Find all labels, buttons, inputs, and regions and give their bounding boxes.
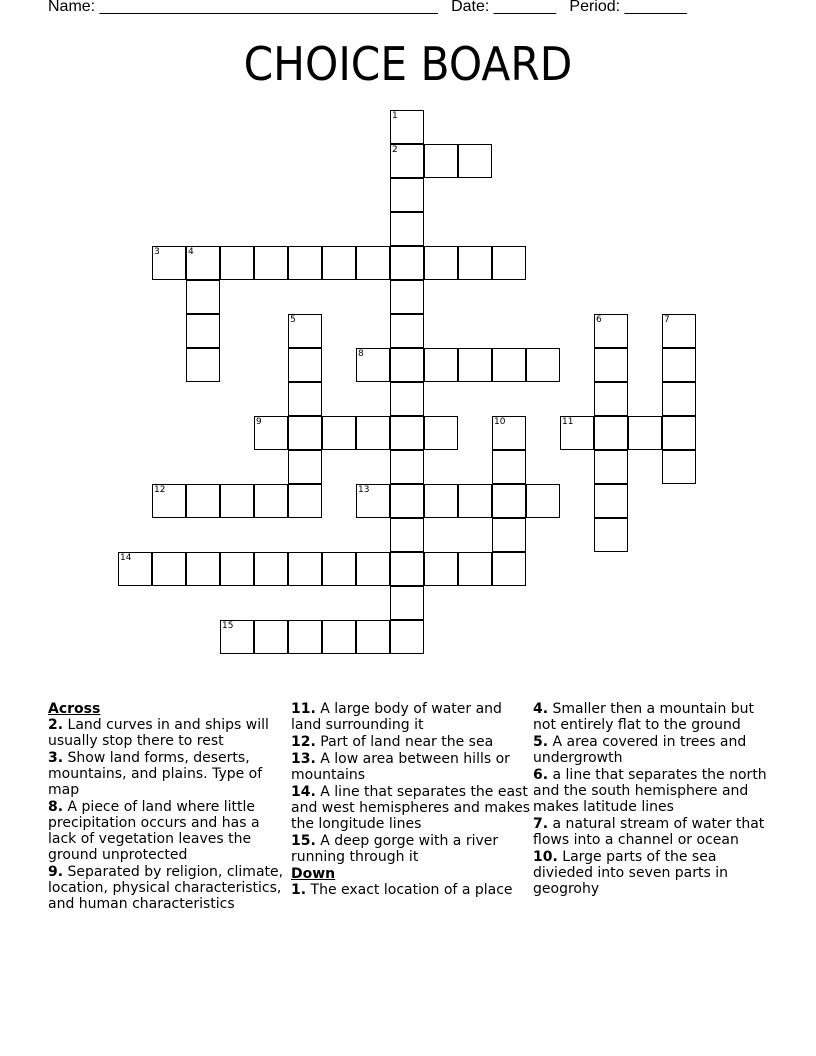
cell-number: 5 xyxy=(290,315,296,325)
clue-text: Show land forms, deserts, mountains, and plains. Type of map xyxy=(48,750,263,798)
grid-cell[interactable] xyxy=(288,314,322,348)
grid-cell[interactable] xyxy=(254,246,288,280)
grid-cell[interactable] xyxy=(594,382,628,416)
grid-cell[interactable] xyxy=(662,382,696,416)
cell-number: 3 xyxy=(154,247,160,257)
grid-cell[interactable] xyxy=(492,450,526,484)
clue-text: A low area between hills or mountains xyxy=(291,751,510,783)
page-title: CHOICE BOARD xyxy=(243,37,573,91)
clue-text: A piece of land where little precipitation occurs and has a lack of vegetation leaves the ground unprotected xyxy=(48,799,260,863)
date-label: Date: xyxy=(451,0,490,15)
cell-number: 2 xyxy=(392,145,398,155)
grid-cell[interactable] xyxy=(356,348,390,382)
grid-cell[interactable] xyxy=(458,246,492,280)
clue-text: The exact location of a place xyxy=(306,882,513,898)
clue-text: Part of land near the sea xyxy=(315,734,494,750)
grid-cell[interactable] xyxy=(322,552,356,586)
grid-cell[interactable] xyxy=(288,246,322,280)
grid-cell[interactable] xyxy=(390,518,424,552)
grid-cell[interactable] xyxy=(390,110,424,144)
clue-text: Large parts of the sea divieded into seven parts in geogrohy xyxy=(533,849,729,897)
grid-cell[interactable] xyxy=(424,484,458,518)
grid-cell[interactable] xyxy=(390,620,424,654)
grid-cell[interactable] xyxy=(390,484,424,518)
clue-text: a line that separates the north and the south hemisphere and makes latitude lines xyxy=(533,767,767,815)
grid-cell[interactable] xyxy=(492,246,526,280)
grid-cell[interactable] xyxy=(594,416,628,450)
cell-number: 7 xyxy=(664,315,670,325)
across-list-part1 xyxy=(48,717,288,912)
grid-cell[interactable] xyxy=(254,484,288,518)
clue-item xyxy=(291,751,531,783)
grid-cell[interactable] xyxy=(662,416,696,450)
grid-cell[interactable] xyxy=(322,620,356,654)
name-label: Name: xyxy=(48,0,96,15)
cell-number: 10 xyxy=(494,417,506,427)
clue-number: 4. xyxy=(533,701,549,717)
clue-number: 8. xyxy=(48,799,64,815)
clue-text: A large body of water and land surrounding it xyxy=(291,701,502,733)
grid-cell[interactable] xyxy=(254,416,288,450)
grid-cell[interactable] xyxy=(220,246,254,280)
clue-number: 2. xyxy=(48,717,64,733)
clue-number: 14. xyxy=(291,784,316,800)
date-blank[interactable]: _______ xyxy=(493,0,557,15)
cell-number: 8 xyxy=(358,349,364,359)
grid-cell[interactable] xyxy=(288,552,322,586)
down-list-part2 xyxy=(533,701,773,897)
clue-item xyxy=(48,799,288,863)
down-heading: Down xyxy=(291,866,336,882)
clue-number: 6. xyxy=(533,767,549,783)
period-blank[interactable]: _______ xyxy=(624,0,687,15)
grid-cell[interactable] xyxy=(390,280,424,314)
grid-cell[interactable] xyxy=(288,620,322,654)
grid-cell[interactable] xyxy=(322,246,356,280)
cell-number: 12 xyxy=(154,485,166,495)
grid-cell[interactable] xyxy=(220,620,254,654)
cell-number: 4 xyxy=(188,247,194,257)
cell-number: 6 xyxy=(596,315,602,325)
clue-item xyxy=(48,750,288,798)
cell-number: 11 xyxy=(562,417,574,427)
clue-item xyxy=(291,701,531,733)
grid-cell[interactable] xyxy=(186,246,220,280)
clues-column-1 xyxy=(48,701,288,913)
clue-number: 9. xyxy=(48,864,64,880)
grid-cell[interactable] xyxy=(628,416,662,450)
grid-cell[interactable] xyxy=(186,314,220,348)
cell-number: 1 xyxy=(392,111,398,121)
cell-number: 13 xyxy=(358,485,370,495)
clues-column-3 xyxy=(533,701,773,898)
clue-number: 12. xyxy=(291,734,316,750)
grid-cell[interactable] xyxy=(390,246,424,280)
clue-number: 13. xyxy=(291,751,316,767)
grid-cell[interactable] xyxy=(220,552,254,586)
clue-item xyxy=(533,849,773,897)
clue-item xyxy=(533,701,773,733)
grid-cell[interactable] xyxy=(322,416,356,450)
grid-cell[interactable] xyxy=(458,348,492,382)
clue-text: A line that separates the east and west hemispheres and makes the longitude lines xyxy=(291,784,531,832)
grid-cell[interactable] xyxy=(288,348,322,382)
grid-cell[interactable] xyxy=(458,484,492,518)
grid-cell[interactable] xyxy=(492,416,526,450)
grid-cell[interactable] xyxy=(526,484,560,518)
cell-number: 9 xyxy=(256,417,262,427)
grid-cell[interactable] xyxy=(424,416,458,450)
across-list-part2 xyxy=(291,701,531,865)
across-heading: Across xyxy=(48,701,101,717)
grid-cell[interactable] xyxy=(356,246,390,280)
grid-cell[interactable] xyxy=(390,212,424,246)
grid-cell[interactable] xyxy=(356,620,390,654)
grid-cell[interactable] xyxy=(458,144,492,178)
clue-item xyxy=(291,882,531,898)
grid-cell[interactable] xyxy=(492,518,526,552)
grid-cell[interactable] xyxy=(594,314,628,348)
grid-cell[interactable] xyxy=(390,382,424,416)
cell-number: 14 xyxy=(120,553,132,563)
clue-text: Smaller then a mountain but not entirely flat to the ground xyxy=(533,701,755,733)
name-blank[interactable]: ______________________________________ xyxy=(99,0,438,15)
grid-cell[interactable] xyxy=(492,552,526,586)
grid-cell[interactable] xyxy=(186,484,220,518)
grid-cell[interactable] xyxy=(152,246,186,280)
grid-cell[interactable] xyxy=(186,280,220,314)
grid-cell[interactable] xyxy=(424,246,458,280)
grid-cell[interactable] xyxy=(390,348,424,382)
grid-cell[interactable] xyxy=(118,552,152,586)
grid-cell[interactable] xyxy=(526,348,560,382)
grid-cell[interactable] xyxy=(220,484,254,518)
clues-column-2 xyxy=(291,701,531,899)
grid-cell[interactable] xyxy=(594,518,628,552)
grid-cell[interactable] xyxy=(152,484,186,518)
grid-cell[interactable] xyxy=(492,348,526,382)
clue-item xyxy=(533,734,773,766)
grid-cell[interactable] xyxy=(662,450,696,484)
grid-cell[interactable] xyxy=(390,314,424,348)
clue-number: 15. xyxy=(291,833,316,849)
grid-cell[interactable] xyxy=(254,620,288,654)
clue-number: 10. xyxy=(533,849,558,865)
clue-number: 1. xyxy=(291,882,307,898)
clue-text: a natural stream of water that flows into a channel or ocean xyxy=(533,816,765,848)
grid-cell[interactable] xyxy=(356,484,390,518)
clue-number: 7. xyxy=(533,816,549,832)
grid-cell[interactable] xyxy=(152,552,186,586)
clue-number: 3. xyxy=(48,750,64,766)
cell-number: 15 xyxy=(222,621,234,631)
period-label: Period: xyxy=(569,0,621,15)
grid-cell[interactable] xyxy=(254,552,288,586)
grid-cell[interactable] xyxy=(458,552,492,586)
grid-cell[interactable] xyxy=(390,450,424,484)
grid-cell[interactable] xyxy=(594,348,628,382)
down-list-part1 xyxy=(291,882,531,898)
grid-cell[interactable] xyxy=(288,382,322,416)
clue-text: A area covered in trees and undergrowth xyxy=(533,734,747,766)
clue-text: Separated by religion, climate, location, physical characteristics, and human characteristics xyxy=(48,864,284,912)
clue-item xyxy=(48,717,288,749)
clue-item xyxy=(48,864,288,912)
grid-cell[interactable] xyxy=(288,484,322,518)
grid-cell[interactable] xyxy=(390,586,424,620)
clue-text: Land curves in and ships will usually stop there to rest xyxy=(48,717,269,749)
grid-cell[interactable] xyxy=(356,552,390,586)
grid-cell[interactable] xyxy=(594,450,628,484)
grid-cell[interactable] xyxy=(356,416,390,450)
grid-cell[interactable] xyxy=(424,144,458,178)
clue-item xyxy=(291,784,531,832)
grid-cell[interactable] xyxy=(424,552,458,586)
grid-cell[interactable] xyxy=(560,416,594,450)
clue-item xyxy=(533,816,773,848)
grid-cell[interactable] xyxy=(390,552,424,586)
grid-cell[interactable] xyxy=(390,416,424,450)
clue-number: 11. xyxy=(291,701,316,717)
grid-cell[interactable] xyxy=(662,314,696,348)
grid-cell[interactable] xyxy=(594,484,628,518)
grid-cell[interactable] xyxy=(390,144,424,178)
grid-cell[interactable] xyxy=(662,348,696,382)
clue-text: A deep gorge with a river running through it xyxy=(291,833,499,865)
clue-item xyxy=(291,734,531,750)
grid-cell[interactable] xyxy=(424,348,458,382)
grid-cell[interactable] xyxy=(186,348,220,382)
grid-cell[interactable] xyxy=(186,552,220,586)
clue-item xyxy=(291,833,531,865)
clue-item xyxy=(533,767,773,815)
grid-cell[interactable] xyxy=(492,484,526,518)
grid-cell[interactable] xyxy=(390,178,424,212)
grid-cell[interactable] xyxy=(288,450,322,484)
grid-cell[interactable] xyxy=(288,416,322,450)
clue-number: 5. xyxy=(533,734,549,750)
